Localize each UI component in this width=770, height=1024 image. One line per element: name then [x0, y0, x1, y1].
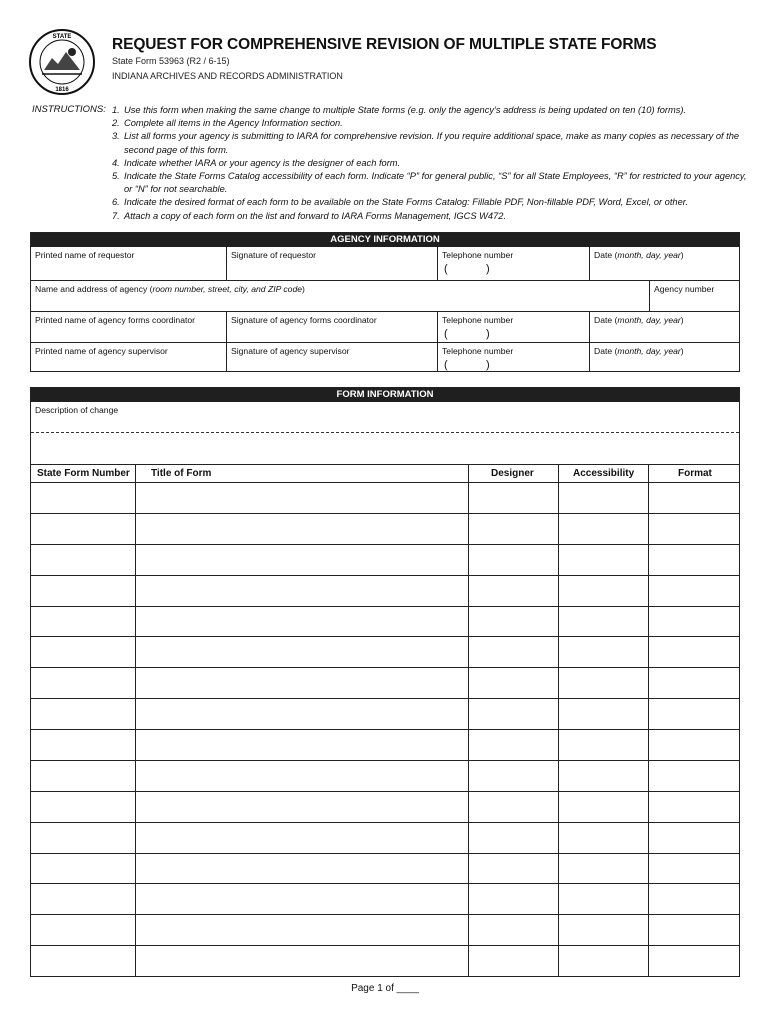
- requestor-telephone-field[interactable]: Telephone number ( ): [437, 247, 589, 280]
- coordinator-row: [31, 311, 739, 343]
- instruction-item: 1. Use this form when making the same change to multiple State forms (e.g. only the agency’s address is being updated on ten (10) forms).: [112, 105, 687, 115]
- coordinator-date-field[interactable]: Date (month, day, year): [589, 312, 739, 343]
- col-header-format: Format: [678, 468, 712, 479]
- agency-address-row: [31, 280, 739, 312]
- instructions-list: [112, 104, 752, 223]
- instruction-item: 6. Indicate the desired format of each form to be available on the State Forms Catalog: Fillable PDF, Non-fillable PDF, Word, Excel, or other.: [112, 197, 689, 208]
- description-of-change-field[interactable]: Description of change: [35, 405, 119, 415]
- table-row[interactable]: [31, 606, 739, 607]
- table-header-divider: [31, 482, 739, 483]
- instruction-item: 4. Indicate whether IARA or your agency is the designer of each form.: [112, 157, 401, 168]
- table-row[interactable]: [31, 636, 739, 637]
- description-divider: [31, 432, 739, 433]
- form-title: REQUEST FOR COMPREHENSIVE REVISION OF MULTIPLE STATE FORMS: [112, 36, 657, 53]
- supervisor-signature-field[interactable]: Signature of agency supervisor: [226, 343, 437, 372]
- instruction-item: 7. Attach a copy of each form on the list and forward to IARA Forms Management, IGCS W472.: [112, 210, 507, 221]
- column-divider: [648, 464, 649, 976]
- instruction-item: 5. Indicate the State Forms Catalog accessibility of each form. Indicate “P” for general public, “S” for all State Employees, “R” for restricted to your agency, or “N” for not searchable.: [112, 171, 747, 195]
- column-divider: [558, 464, 559, 976]
- requestor-signature-field[interactable]: Signature of requestor: [226, 247, 437, 280]
- coordinator-name-field[interactable]: Printed name of agency forms coordinator: [35, 315, 196, 325]
- table-row[interactable]: [31, 544, 739, 545]
- instructions-label: INSTRUCTIONS:: [32, 104, 106, 115]
- coordinator-telephone-field[interactable]: Telephone number ( ): [437, 312, 589, 343]
- requestor-date-field[interactable]: Date (month, day, year): [589, 247, 739, 280]
- svg-text:STATE: STATE: [52, 34, 72, 40]
- col-header-accessibility: Accessibility: [573, 468, 635, 479]
- table-row[interactable]: [31, 729, 739, 730]
- instruction-item: 2. Complete all items in the Agency Information section.: [112, 118, 343, 129]
- table-row[interactable]: [31, 667, 739, 668]
- agency-information-heading: AGENCY INFORMATION: [31, 233, 739, 247]
- agency-information-section: [30, 232, 740, 372]
- requestor-row: [31, 247, 739, 280]
- form-information-section: [30, 387, 740, 977]
- table-row[interactable]: [31, 883, 739, 884]
- requestor-name-field[interactable]: Printed name of requestor: [35, 250, 135, 260]
- supervisor-row: [31, 342, 739, 372]
- state-seal-icon: [28, 28, 96, 96]
- col-header-state-form-number: State Form Number: [37, 468, 130, 479]
- table-row[interactable]: [31, 760, 739, 761]
- table-row[interactable]: [31, 853, 739, 854]
- table-row[interactable]: [31, 513, 739, 514]
- page-number: Page 1 of ____: [351, 983, 419, 994]
- col-header-designer: Designer: [491, 468, 534, 479]
- forms-table: [31, 464, 739, 976]
- agency-number-field[interactable]: Agency number: [649, 281, 739, 312]
- table-row[interactable]: [31, 575, 739, 576]
- col-header-title: Title of Form: [151, 468, 212, 479]
- coordinator-signature-field[interactable]: Signature of agency forms coordinator: [226, 312, 437, 343]
- svg-text:1816: 1816: [55, 87, 69, 93]
- form-number: State Form 53963 (R2 / 6-15): [112, 56, 230, 66]
- supervisor-telephone-field[interactable]: Telephone number ( ): [437, 343, 589, 372]
- column-divider: [135, 464, 136, 976]
- agency-name: INDIANA ARCHIVES AND RECORDS ADMINISTRATION: [112, 71, 343, 81]
- table-row[interactable]: [31, 698, 739, 699]
- table-row[interactable]: [31, 914, 739, 915]
- instruction-item: 3. List all forms your agency is submitting to IARA for comprehensive revision. If you require additional space, make as many copies as necessary of the second page of this form.: [112, 131, 740, 155]
- table-row[interactable]: [31, 791, 739, 792]
- supervisor-name-field[interactable]: Printed name of agency supervisor: [35, 346, 168, 356]
- column-divider: [468, 464, 469, 976]
- form-information-heading: FORM INFORMATION: [31, 388, 739, 402]
- table-row[interactable]: [31, 945, 739, 946]
- agency-address-field[interactable]: Name and address of agency (room number, street, city, and ZIP code): [35, 284, 305, 294]
- supervisor-date-field[interactable]: Date (month, day, year): [589, 343, 739, 372]
- table-row[interactable]: [31, 822, 739, 823]
